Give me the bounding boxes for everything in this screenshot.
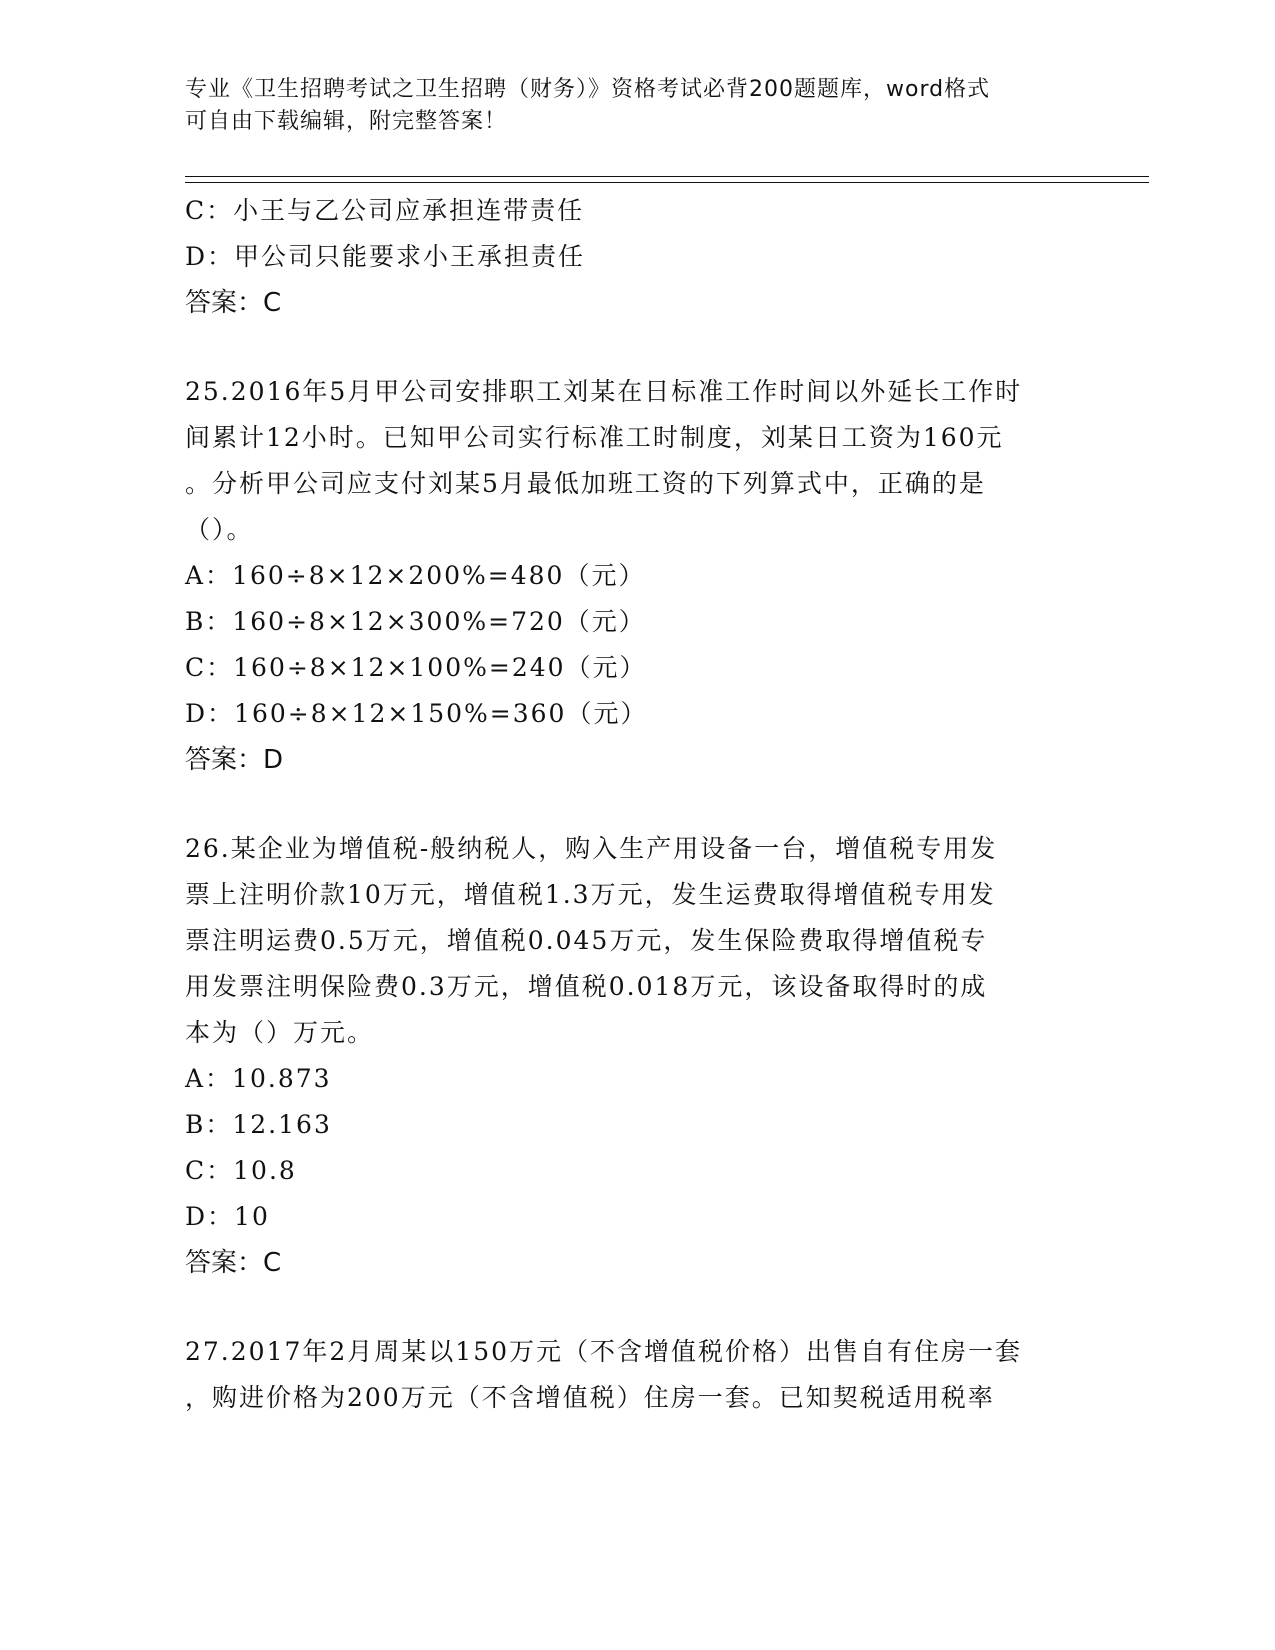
header-line-1: 专业《卫生招聘考试之卫生招聘（财务）》资格考试必背200题题库，word格式 xyxy=(185,77,991,102)
question-text-line: 票上注明价款10万元，增值税1.3万元，发生运费取得增值税专用发 xyxy=(185,880,996,909)
header-divider-bottom xyxy=(185,182,1149,183)
spacer xyxy=(185,326,1085,369)
spacer xyxy=(185,783,1085,826)
question-26 xyxy=(185,826,1085,1286)
header-divider-top xyxy=(185,176,1149,177)
option-c: C：10.8 xyxy=(185,1156,297,1185)
question-text-line: 本为（）万元。 xyxy=(185,1018,375,1047)
spacer xyxy=(185,1286,1085,1329)
question-text-line: 间累计12小时。已知甲公司实行标准工时制度，刘某日工资为160元 xyxy=(185,423,1004,452)
question-text-line: 26.某企业为增值税-般纳税人，购入生产用设备一台，增值税专用发 xyxy=(185,834,998,863)
document-header xyxy=(185,74,1085,138)
question-text-line: 25.2016年5月甲公司安排职工刘某在日标准工作时间以外延长工作时 xyxy=(185,377,1023,406)
option-c: C：160÷8×12×100%=240（元） xyxy=(185,653,647,682)
option-d: D：10 xyxy=(185,1202,270,1231)
option-b: B：12.163 xyxy=(185,1110,332,1139)
question-text-line: ，购进价格为200万元（不含增值税）住房一套。已知契税适用税率 xyxy=(185,1383,995,1412)
option-c: C：小王与乙公司应承担连带责任 xyxy=(185,196,585,225)
answer: 答案：C xyxy=(185,288,282,318)
option-d: D：160÷8×12×150%=360（元） xyxy=(185,699,648,728)
question-text-line: 27.2017年2月周某以150万元（不含增值税价格）出售自有住房一套 xyxy=(185,1337,1023,1366)
option-d: D：甲公司只能要求小王承担责任 xyxy=(185,242,586,271)
option-a: A：10.873 xyxy=(185,1064,332,1093)
question-25 xyxy=(185,369,1085,783)
question-27 xyxy=(185,1329,1085,1421)
answer: 答案：D xyxy=(185,745,284,775)
question-text-line: 用发票注明保险费0.3万元，增值税0.018万元，该设备取得时的成 xyxy=(185,972,988,1001)
question-24-tail xyxy=(185,188,1085,326)
question-text-line: 票注明运费0.5万元，增值税0.045万元，发生保险费取得增值税专 xyxy=(185,926,988,955)
document-body xyxy=(185,188,1085,1421)
answer: 答案：C xyxy=(185,1248,282,1278)
option-b: B：160÷8×12×300%=720（元） xyxy=(185,607,646,636)
header-line-2: 可自由下载编辑，附完整答案！ xyxy=(185,109,508,134)
question-text-line: （）。 xyxy=(185,515,254,544)
question-text-line: 。分析甲公司应支付刘某5月最低加班工资的下列算式中，正确的是 xyxy=(185,469,986,498)
option-a: A：160÷8×12×200%=480（元） xyxy=(185,561,646,590)
